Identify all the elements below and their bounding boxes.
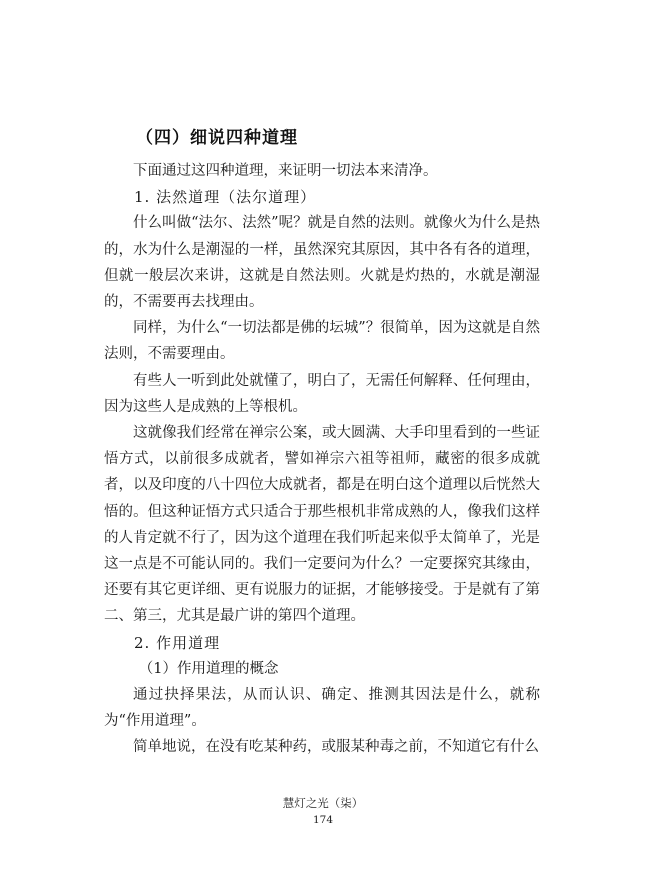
paragraph: 有些人一听到此处就懂了，明白了，无需任何解释、任何理由，因为这些人是成熟的上等根机。 [104, 372, 540, 415]
subheading-function-concept: （1）作用道理的概念 [138, 660, 279, 677]
paragraph: 简单地说，在没有吃某种药，或服某种毒之前，不知道它有什么 [133, 739, 539, 756]
page-number: 174 [312, 814, 334, 826]
paragraph: 同样，为什么“一切法都是佛的坛城”？很简单，因为这就是自然法则，不需要理由。 [104, 320, 540, 363]
subheading-dharmata-reasoning: 1. 法然道理（法尔道理） [134, 188, 317, 207]
paragraph: 什么叫做“法尔、法然”呢？就是自然的法则。就像火为什么是热的，水为什么是潮湿的一样，虽然深究其原因，其中各有各的道理，但就一般层次来讲，这就是自然法则。火就是灼热的，水就是潮湿的，不需要再去找理由。 [104, 215, 540, 311]
paragraph: 通过抉择果法，从而认识、确定、推测其因法是什么，就称为“作用道理”。 [104, 687, 540, 730]
paragraph: 这就像我们经常在禅宗公案，或大圆满、大手印里看到的一些证悟方式，以前很多成就者，譬如禅宗六祖等祖师，藏密的很多成就者，以及印度的八十四位大成就者，都是在明白这个道理以后恍然大悟的。但这种证悟方式只适合于那些根机非常成熟的人，像我们这样的人肯定就不行了，因为这个道理在我们听起来似乎太简单了，光是这一点是不可能认同的。我们一定要问为什么？一定要探究其缘由，还要有其它更详细、更有说服力的证据，才能够接受。于是就有了第二、第三，尤其是最广讲的第四个道理。 [104, 425, 540, 625]
body-text [104, 158, 540, 761]
paragraph-intro: 下面通过这四种道理，来证明一切法本来清净。 [133, 163, 438, 179]
running-footer-book-title: 慧灯之光（柒） [282, 796, 364, 810]
section-heading: （四）细说四种道理 [136, 128, 298, 148]
subheading-function-reasoning: 2. 作用道理 [134, 633, 221, 652]
